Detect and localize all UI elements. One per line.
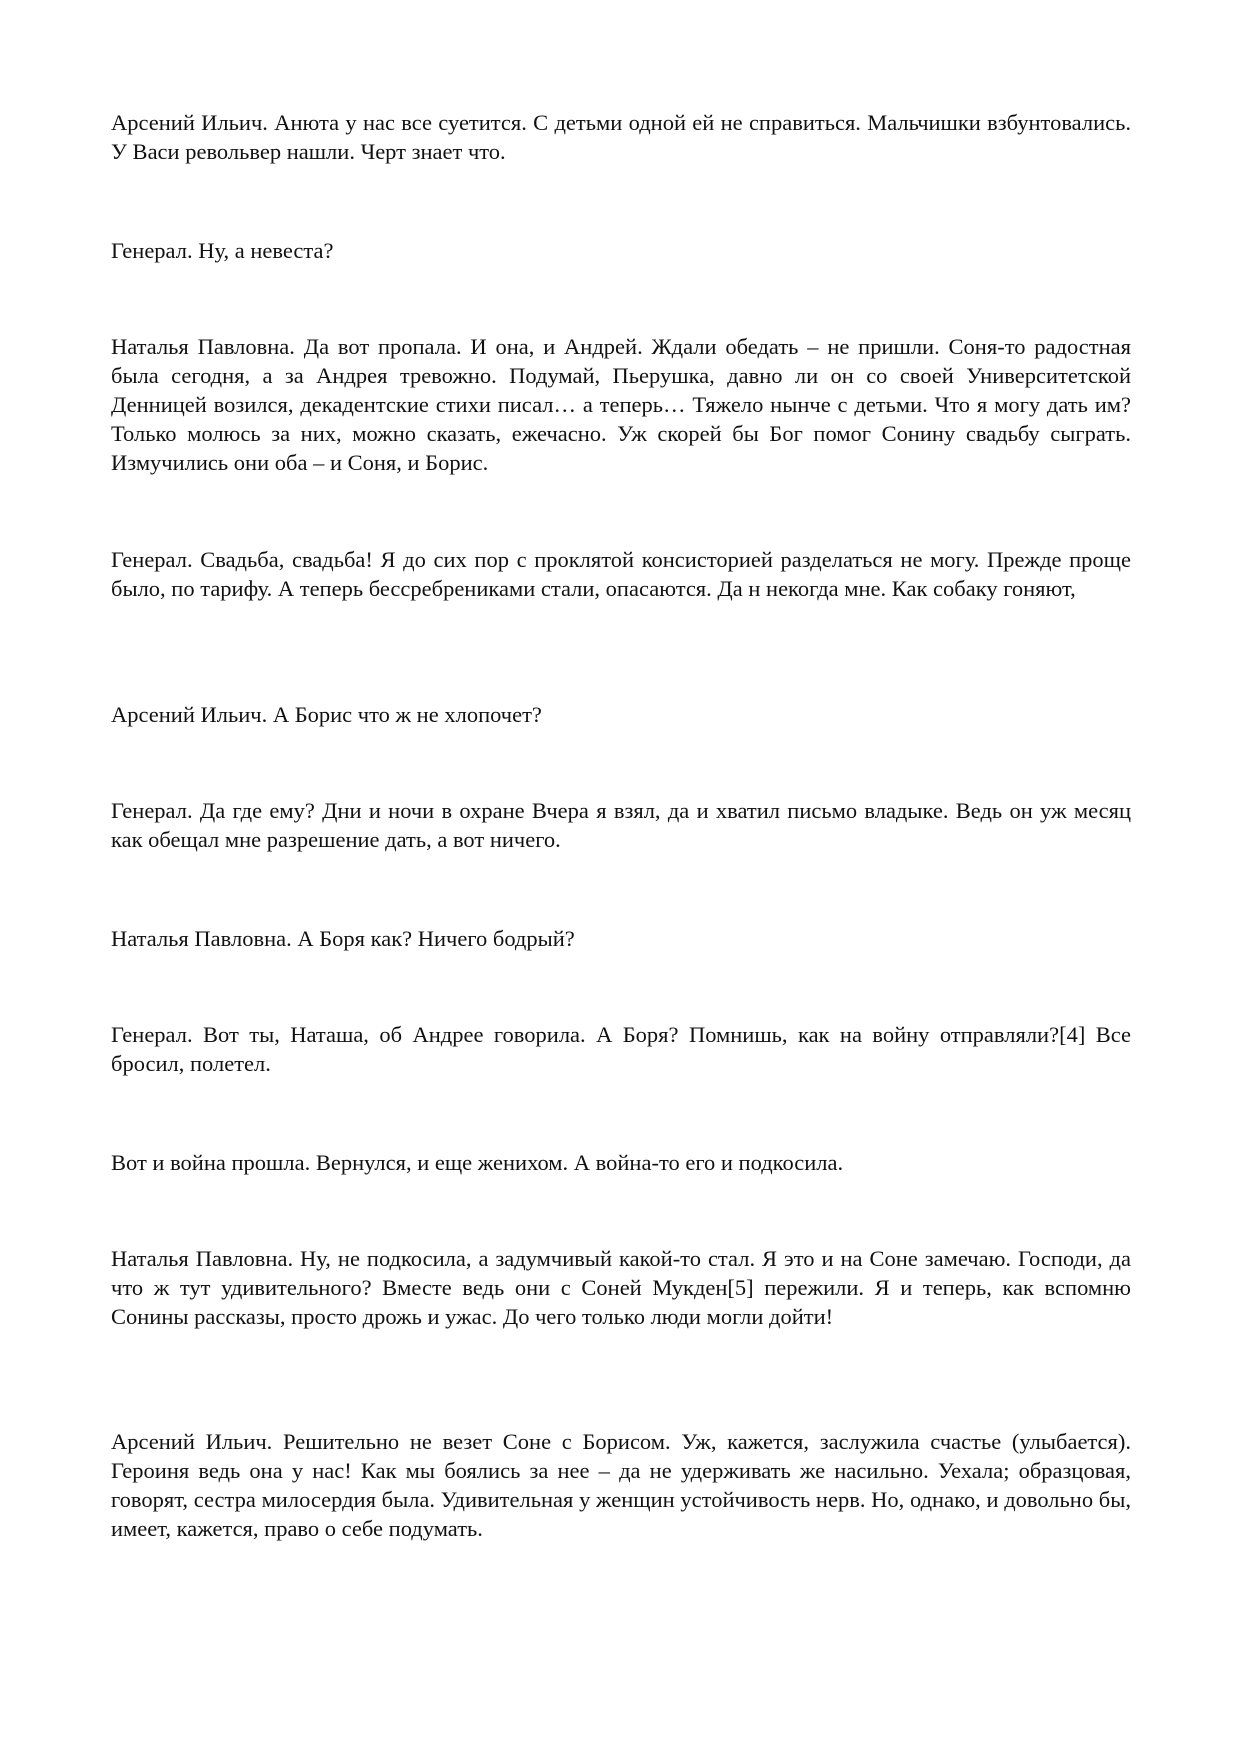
paragraph-general-2: Генерал. Свадьба, свадьба! Я до сих пор с проклятой консисторией разделаться не могу. Прежде проще было, по тарифу. А теперь бессребрениками стали, опасаются. Да н некогда мне. Как собаку гоняют,: [111, 547, 1131, 601]
paragraph-general-5: Вот и война прошла. Вернулся, и еще женихом. А война-то его и подкосила.: [111, 1150, 844, 1175]
paragraph-arseny-3: Арсений Ильич. Решительно не везет Соне с Борисом. Уж, кажется, заслужила счастье (улыбается). Героиня ведь она у нас! Как мы боялись за нее – да не удерживать же насильно. Уехала; образцовая, говорят, сестра милосердия была. Удивительная у женщин устойчивость нерв. Но, однако, и довольно бы, имеет, кажется, право о себе подумать.: [111, 1429, 1131, 1541]
paragraph-arseny-2: Арсений Ильич. А Борис что ж не хлопочет?: [111, 702, 542, 727]
paragraph-general-4: Генерал. Вот ты, Наташа, об Андрее говорила. А Боря? Помнишь, как на войну отправляли?[4] Все бросил, полетел.: [111, 1022, 1131, 1076]
paragraph-general-1: Генерал. Ну, а невеста?: [111, 238, 334, 263]
paragraph-natalya-2: Наталья Павловна. А Боря как? Ничего бодрый?: [111, 926, 575, 951]
paragraph-arseny-1: Арсений Ильич. Анюта у нас все суетится. С детьми одной ей не справиться. Мальчишки взбунтовались. У Васи револьвер нашли. Черт знает что.: [111, 110, 1131, 164]
paragraph-natalya-3: Наталья Павловна. Ну, не подкосила, а задумчивый какой-то стал. Я это и на Соне замечаю. Господи, да что ж тут удивительного? Вместе ведь они с Соней Мукден[5] пережили. Я и теперь, как вспомню Сонины рассказы, просто дрожь и ужас. До чего только люди могли дойти!: [111, 1246, 1131, 1329]
paragraph-natalya-1: Наталья Павловна. Да вот пропала. И она, и Андрей. Ждали обедать – не пришли. Соня-то радостная была сегодня, а за Андрея тревожно. Подумай, Пьерушка, давно ли он со своей Университетской Денницей возился, декадентские стихи писал… а теперь… Тяжело нынче с детьми. Что я могу дать им? Только молюсь за них, можно сказать, ежечасно. Уж скорей бы Бог помог Сонину свадьбу сыграть. Измучились они оба – и Соня, и Борис.: [111, 334, 1131, 475]
paragraph-general-3: Генерал. Да где ему? Дни и ночи в охране Вчера я взял, да и хватил письмо владыке. Ведь он уж месяц как обещал мне разрешение дать, а вот ничего.: [111, 798, 1131, 852]
